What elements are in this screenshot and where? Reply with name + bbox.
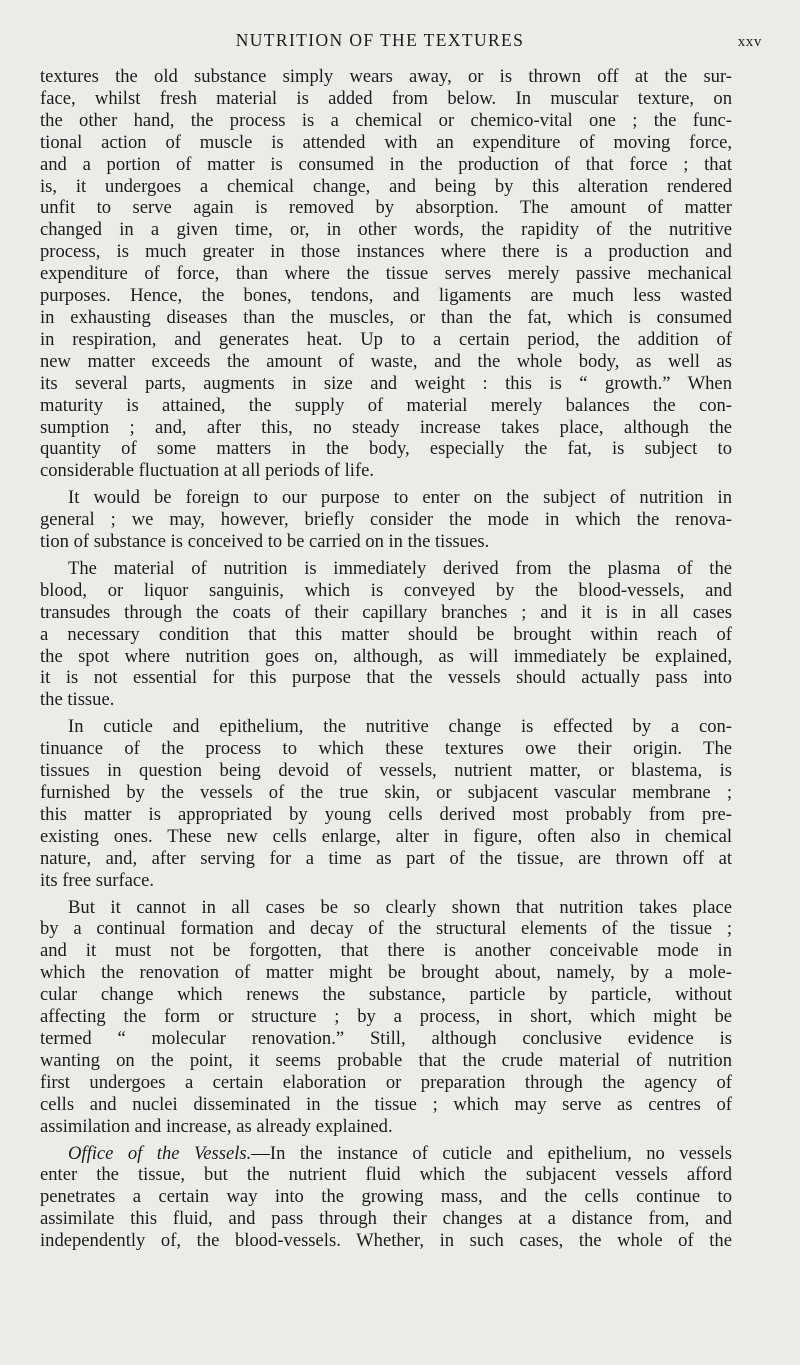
text-line: cells and nuclei disseminated in the tissue ; which may serve as centres of: [40, 1093, 732, 1115]
text-line: furnished by the vessels of the true skin, or subjacent vascular membrane ;: [40, 782, 732, 803]
section-heading-rest: —In the instance of cuticle and epithelium, no vessels: [251, 1142, 732, 1164]
text-line: tinuance of the process to which these textures owe their origin. The: [40, 738, 732, 760]
text-line: the other hand, the process is a chemical or chemico-vital one ; the func-: [40, 109, 732, 131]
text-line: purposes. Hence, the bones, tendons, and ligaments are much less wasted: [40, 285, 732, 307]
text-line: penetrates a certain way into the growing mass, and the cells continue to: [40, 1186, 732, 1208]
text-line: this matter is appropriated by young cells derived most probably from pre-: [40, 803, 732, 825]
text-line: is, it undergoes a chemical change, and being by this alteration rendered: [40, 175, 732, 197]
section-heading: Office of the Vessels.: [68, 1142, 252, 1164]
text-line: its several parts, augments in size and weight : this is “ growth.” When: [40, 372, 732, 394]
text-line: tional action of muscle is attended with an expenditure of moving force,: [40, 131, 732, 153]
text-line: expenditure of force, than where the tissue serves merely passive mechanical: [40, 263, 732, 285]
text-line: wanting on the point, it seems probable that the crude material of nutrition: [40, 1049, 732, 1071]
text-line: general ; we may, however, briefly consider the mode in which the renova-: [40, 509, 732, 531]
text-line: [40, 1143, 732, 1165]
text-line: maturity is attained, the supply of material merely balances the con-: [40, 394, 732, 416]
text-line: changed in a given time, or, in other words, the rapidity of the nutritive: [40, 219, 732, 241]
text-line: existing ones. These new cells enlarge, alter in figure, often also in chemical: [40, 825, 732, 847]
text-line: tion of substance is conceived to be carried on in the tissues.: [40, 531, 490, 553]
text-line: But it cannot in all cases be so clearly shown that nutrition takes place: [68, 896, 732, 918]
text-line: which the renovation of matter might be brought about, namely, by a mole-: [40, 962, 732, 984]
text-line: independently of, the blood-vessels. Whether, in such cases, the whole of the: [40, 1230, 732, 1252]
text-line: The material of nutrition is immediately derived from the plasma of the: [68, 557, 732, 579]
paragraph-6: [40, 1143, 732, 1253]
paragraph-3: [40, 558, 732, 711]
text-line: nature, and, after serving for a time as part of the tissue, are thrown off at: [40, 847, 732, 869]
text-line: affecting the form or structure ; by a process, in short, which might be: [40, 1006, 732, 1028]
text-line: enter the tissue, but the nutrient fluid which the subjacent vessels afford: [40, 1164, 732, 1186]
text-line: first undergoes a certain elaboration or preparation through the agency of: [40, 1071, 732, 1093]
text-line: quantity of some matters in the body, especially the fat, is subject to: [40, 438, 732, 460]
text-line: blood, or liquor sanguinis, which is conveyed by the blood-vessels, and: [40, 579, 732, 601]
text-line: new matter exceeds the amount of waste, and the whole body, as well as: [40, 350, 732, 372]
text-line: a necessary condition that this matter should be brought within reach of: [40, 623, 732, 645]
text-line: assimilate this fluid, and pass through their changes at a distance from, and: [40, 1208, 732, 1230]
body-text: [40, 66, 732, 1257]
text-line: In cuticle and epithelium, the nutritive change is effected by a con-: [68, 716, 732, 738]
text-line: its free surface.: [40, 869, 155, 891]
paragraph-5: [40, 897, 732, 1138]
text-line: termed “ molecular renovation.” Still, although conclusive evidence is: [40, 1027, 732, 1049]
text-line: textures the old substance simply wears away, or is thrown off at the sur-: [40, 66, 732, 87]
text-line: the spot where nutrition goes on, although, as will immediately be explained,: [40, 645, 732, 667]
text-line: unfit to serve again is removed by absorption. The amount of matter: [40, 197, 732, 219]
page-number: xxv: [737, 34, 762, 50]
running-title: NUTRITION OF THE TEXTURES: [235, 30, 525, 50]
text-line: it is not essential for this purpose that the vessels should actually pass into: [40, 667, 732, 689]
text-line: transudes through the coats of their capillary branches ; and it is in all cases: [40, 601, 732, 623]
paragraph-1: [40, 66, 732, 482]
running-head: [0, 30, 800, 54]
text-line: tissues in question being devoid of vessels, nutrient matter, or blastema, is: [40, 760, 732, 782]
text-line: in respiration, and generates heat. Up to a certain period, the addition of: [40, 328, 732, 350]
text-line: and it must not be forgotten, that there is another conceivable mode in: [40, 940, 732, 962]
text-line: and a portion of matter is consumed in the production of that force ; that: [40, 153, 732, 175]
text-line: in exhausting diseases than the muscles, or than the fat, which is consumed: [40, 306, 732, 328]
text-line: sumption ; and, after this, no steady increase takes place, although the: [40, 416, 732, 438]
text-line: process, is much greater in those instances where there is a production and: [40, 241, 732, 263]
text-line: the tissue.: [40, 689, 115, 711]
text-line: considerable fluctuation at all periods of life.: [40, 460, 375, 482]
text-line: assimilation and increase, as already explained.: [40, 1115, 393, 1137]
text-line: It would be foreign to our purpose to enter on the subject of nutrition in: [68, 487, 732, 509]
text-line: cular change which renews the substance, particle by particle, without: [40, 984, 732, 1006]
paragraph-2: [40, 487, 732, 553]
paragraph-4: [40, 716, 732, 891]
text-line: face, whilst fresh material is added from below. In muscular texture, on: [40, 87, 732, 109]
text-line: by a continual formation and decay of the structural elements of the tissue ;: [40, 918, 732, 940]
